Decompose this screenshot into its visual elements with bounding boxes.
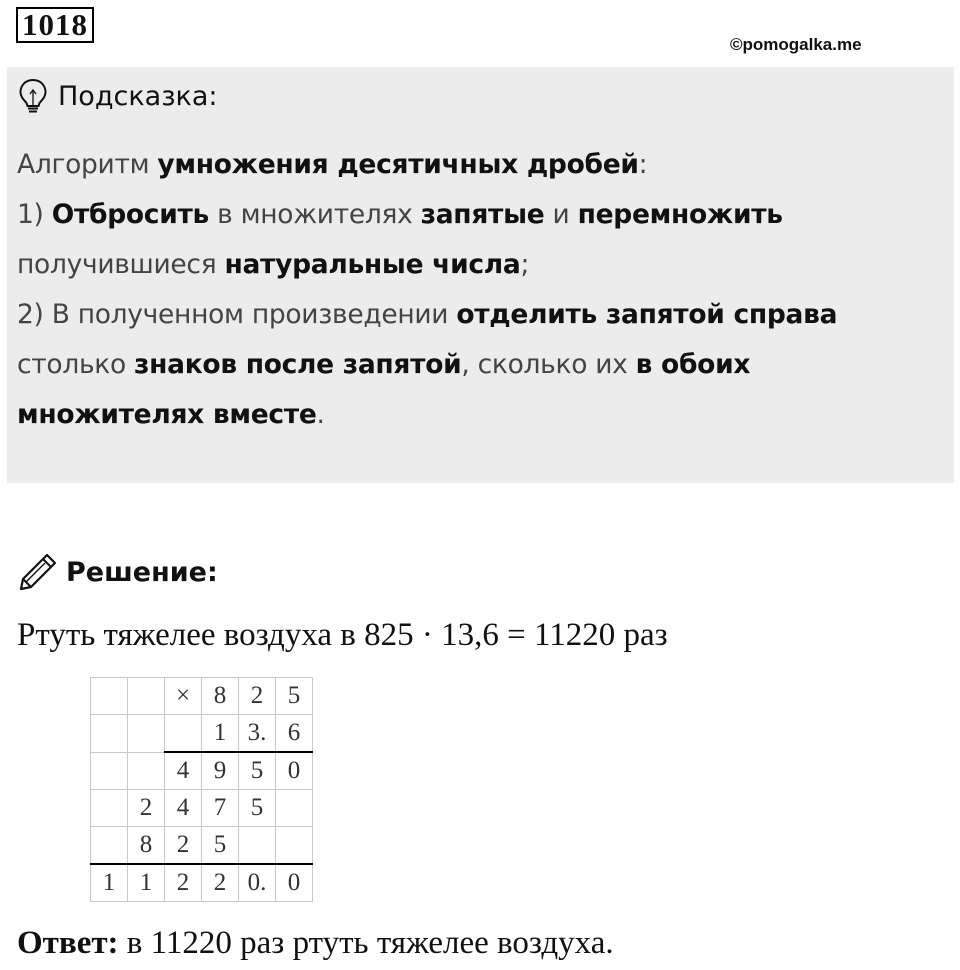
grid-row (91, 827, 313, 865)
hint-line-2: 1) Отбросить в множителях запятые и перемножить (17, 199, 783, 230)
grid-cell (276, 827, 313, 865)
hint-title: Подсказка: (58, 80, 218, 112)
grid-cell (276, 790, 313, 827)
hint-line-1: Алгоритм умножения десятичных дробей: (17, 149, 648, 180)
hint-heading (18, 78, 218, 114)
grid-cell: 5 (239, 790, 276, 827)
lightbulb-icon (18, 78, 48, 114)
hint-line-6: множителях вместе. (17, 399, 325, 430)
answer (17, 925, 614, 962)
solution-heading (18, 552, 218, 592)
grid-row (91, 678, 313, 715)
grid-cell (239, 827, 276, 865)
grid-row (91, 790, 313, 827)
pencil-icon (18, 552, 58, 592)
grid-cell (91, 715, 128, 753)
grid-cell: 5 (239, 752, 276, 790)
solution-title: Решение: (66, 556, 218, 588)
grid-cell (128, 715, 165, 753)
grid-cell: 3. (239, 715, 276, 753)
task-number: 1018 (16, 7, 94, 43)
grid-cell: 9 (202, 752, 239, 790)
grid-cell: 2 (165, 827, 202, 865)
grid-row (91, 715, 313, 753)
grid-cell: 2 (239, 678, 276, 715)
grid-cell: 7 (202, 790, 239, 827)
hint-line-4: 2) В полученном произведении отделить запятой справа (17, 299, 838, 330)
grid-cell: 8 (128, 827, 165, 865)
grid-cell (91, 752, 128, 790)
answer-label: Ответ: (17, 925, 119, 961)
hint-body (17, 140, 937, 440)
grid-cell: 4 (165, 790, 202, 827)
grid-cell: 0. (239, 864, 276, 902)
grid-cell: 5 (202, 827, 239, 865)
grid-row (91, 752, 313, 790)
grid-cell (91, 790, 128, 827)
grid-row (91, 864, 313, 902)
grid-cell: 1 (128, 864, 165, 902)
grid-cell (91, 678, 128, 715)
grid-cell: 0 (276, 864, 313, 902)
grid-cell (91, 827, 128, 865)
answer-text: в 11220 раз ртуть тяжелее воздуха. (118, 925, 614, 961)
grid-cell: 2 (202, 864, 239, 902)
grid-cell (165, 715, 202, 753)
grid-cell: 6 (276, 715, 313, 753)
watermark: ©pomogalka.me (730, 35, 862, 54)
grid-cell (128, 752, 165, 790)
grid-cell: 8 (202, 678, 239, 715)
grid-cell: 2 (128, 790, 165, 827)
grid-cell: 0 (276, 752, 313, 790)
solution-text: Ртуть тяжелее воздуха в 825 · 13,6 = 11220 раз (17, 617, 668, 653)
grid-cell (128, 678, 165, 715)
multiplication-grid (90, 677, 313, 902)
grid-cell: 4 (165, 752, 202, 790)
hint-line-3: получившиеся натуральные числа; (17, 249, 530, 280)
grid-cell: 5 (276, 678, 313, 715)
grid-cell: × (165, 678, 202, 715)
hint-line-5: столько знаков после запятой, сколько их в обоих (17, 349, 751, 380)
grid-cell: 2 (165, 864, 202, 902)
grid-cell: 1 (202, 715, 239, 753)
grid-cell: 1 (91, 864, 128, 902)
